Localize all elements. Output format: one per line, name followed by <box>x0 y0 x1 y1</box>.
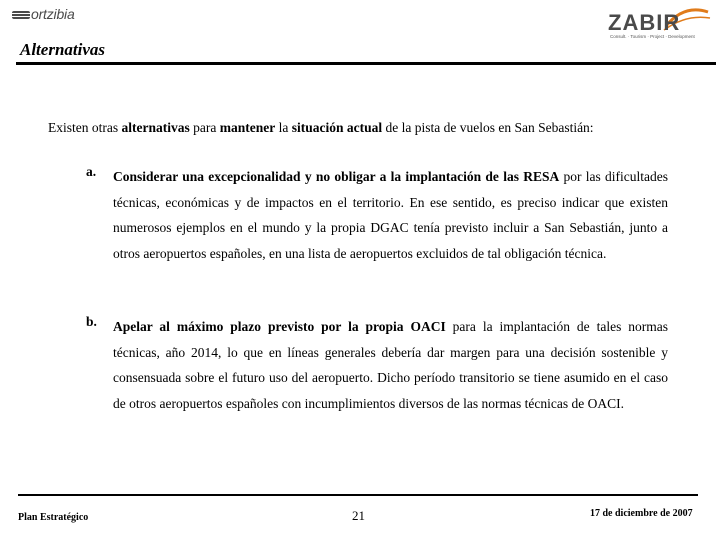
zabir-logo-text: ZABIR <box>608 10 681 35</box>
page-title: Alternativas <box>20 40 106 59</box>
footer-divider <box>18 494 698 496</box>
intro-emphasis: situación actual <box>291 120 383 135</box>
alternative-lead: Considerar una excepcionalidad y no obligar a la implantación de las RESA <box>113 169 560 184</box>
alternative-item-a <box>86 164 668 266</box>
ortzibia-logo-mark-icon <box>12 11 30 19</box>
zabir-logo <box>604 4 714 40</box>
intro-text: para <box>189 120 220 135</box>
alternative-text: para la implantación de tales normas técnicas, año 2014, lo que en líneas generales debería dar margen para una decisión sostenible y consensuada sobre el futuro uso del aeropuerto. Dicho período transitorio se tiene asumido en el caso de otros aeropuertos españoles con incumplimientos diversos de las normas técnicas de OACI. <box>113 319 669 411</box>
intro-emphasis: mantener <box>219 120 276 135</box>
page-number: 21 <box>352 508 365 523</box>
list-marker: a. <box>86 164 97 179</box>
ortzibia-logo-text: ortzibia <box>31 6 75 22</box>
ortzibia-logo <box>12 6 75 22</box>
intro-text: la <box>275 120 292 135</box>
intro-emphasis: alternativas <box>121 120 190 135</box>
footer-date: 17 de diciembre de 2007 <box>590 508 693 519</box>
intro-text: de la pista de vuelos en San Sebastián: <box>382 120 594 135</box>
intro-text: Existen otras <box>48 120 122 135</box>
zabir-logo-tagline: Consult. · Tourism · Project · Development <box>610 34 695 39</box>
footer-document-name: Plan Estratégico <box>18 512 89 523</box>
title-divider <box>16 62 716 65</box>
intro-paragraph <box>48 120 688 136</box>
alternative-body <box>113 314 668 416</box>
alternative-item-b <box>86 314 668 416</box>
alternative-body <box>113 164 668 266</box>
alternative-lead: Apelar al máximo plazo previsto por la propia OACI <box>113 319 446 334</box>
alternative-text: por las dificultades técnicas, económicas y de impactos en el territorio. En ese sentido, es preciso indicar que existen numerosos ejemplos en el mundo y la propia DGAC tenía previsto incluir a San Sebastián, junto a otros aeropuertos españoles, en una lista de aeropuertos excluidos de tal obligación técnica. <box>113 169 668 261</box>
list-marker: b. <box>86 314 97 329</box>
